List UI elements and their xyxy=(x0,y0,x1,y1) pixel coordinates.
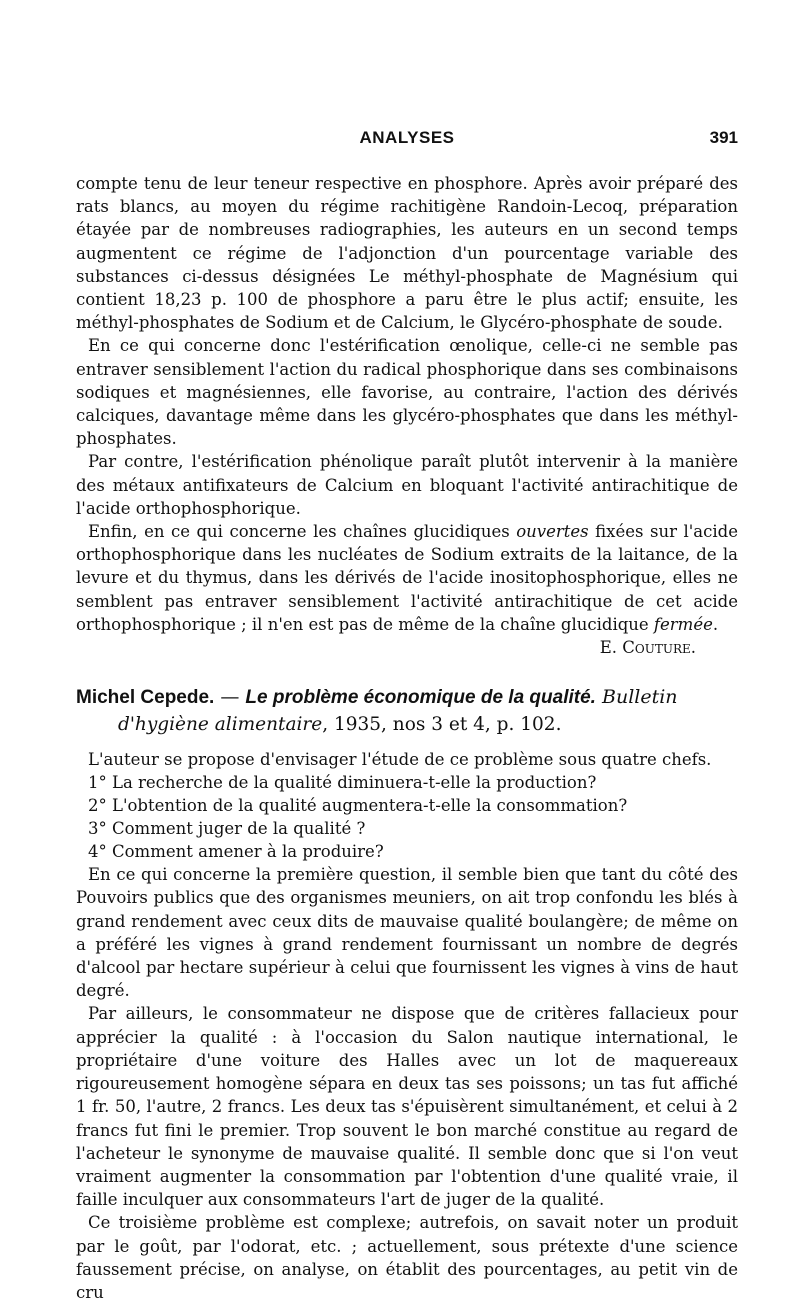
article-2 xyxy=(76,684,738,1304)
entry-heading xyxy=(76,684,738,711)
italic-run: fermée xyxy=(653,614,713,634)
source-journal: d'hygiène alimentaire xyxy=(118,714,323,736)
text-run: Enfin, en ce qui concerne les chaînes glucidiques xyxy=(88,522,517,542)
paragraph: compte tenu de leur teneur respective en phosphore. Après avoir préparé des rats blancs, au moyen du régime rachitigène Randoin-Lecoq, préparation étayée par de nombreuses radiographies, les auteurs en un second temps augmentent ce régime de l'adjonction d'un pourcentage variable des substances ci-dessus désignées Le méthyl-phosphate de Magnésium qui contient 18,23 p. 100 de phosphore a paru être le plus actif; ensuite, les méthyl-phosphates de Sodium et de Calcium, le Glycéro-phosphate de soude. xyxy=(76,174,738,333)
paragraph: En ce qui concerne la première question, il semble bien que tant du côté des Pouvoirs publics que des organismes meuniers, on ait trop confondu les blés à grand rendement avec ceux dits de mauvaise qualité boulangère; de même on a préféré les vignes à grand rendement fournissant un nombre de degrés d'alcool par hectare supérieur à celui que fournissent les vignes à vins de haut degré. xyxy=(76,865,738,1001)
article-title: Le problème économique de la qualité. xyxy=(245,687,596,709)
paragraph: L'auteur se propose d'envisager l'étude de ce problème sous quatre chefs. xyxy=(88,750,712,770)
italic-run: ouvertes xyxy=(516,522,589,542)
article-1 xyxy=(76,172,738,660)
text-run: . xyxy=(712,614,719,634)
list-item: 4° Comment amener à la produire? xyxy=(88,842,384,862)
paragraph: Par ailleurs, le consommateur ne dispose que de critères fallacieux pour apprécier la qualité : à l'occasion du Salon nautique international, le propriétaire d'une voiture des Halles avec un lot de maquereaux rigoureusement homogène sépara en deux tas ses poissons; un tas fut affiché 1 fr. 50, l'autre, 2 francs. Les deux tas s'épuisèrent simultanément, et celui à 2 francs fut fini le premier. Trop souvent le bon marché constitue au regard de l'acheteur le synonyme de mauvaise qualité. Il semble donc que si l'on veut vraiment augmenter la consommation par l'obtention d'une qualité vraie, il faille inculquer aux consommateurs l'art de juger de la qualité. xyxy=(76,1004,738,1210)
list-item: 3° Comment juger de la qualité ? xyxy=(88,819,366,839)
paragraph: Par contre, l'estérification phénolique paraît plutôt intervenir à la manière des métaux antifixateurs de Calcium en bloquant l'activité antirachitique de l'acide orthophosphorique. xyxy=(76,452,738,518)
list-item: 2° L'obtention de la qualité augmentera-t-elle la consommation? xyxy=(88,796,628,816)
text-run: fixées sur l'acide orthophosphorique dans les nucléates de Sodium extraits de la laitance, de la levure et du thymus, dans les dérivés de l'acide inositophosphorique, elles ne semblent pas entraver sensiblement l'activité antirachitique de cet acide orthophosphorique ; il n'en est pas de même de la chaîne glucidique xyxy=(76,522,738,634)
article-body xyxy=(76,748,738,1304)
source-details: , 1935, nos 3 et 4, p. 102. xyxy=(322,714,562,736)
dash: — xyxy=(214,686,246,709)
signature: E. Couture. xyxy=(599,638,696,658)
source-journal: Bulletin xyxy=(602,686,678,709)
list-item: 1° La recherche de la qualité diminuera-t-elle la production? xyxy=(88,773,597,793)
entry-source xyxy=(76,711,738,738)
running-title: ANALYSES xyxy=(359,128,455,147)
author-name: Michel Cepede. xyxy=(76,687,215,709)
page-header xyxy=(76,128,738,156)
paragraph xyxy=(76,520,738,636)
page-number: 391 xyxy=(709,128,738,147)
paragraph: En ce qui concerne donc l'estérification œnolique, celle-ci ne semble pas entraver sensiblement l'action du radical phosphorique dans ses combinaisons sodiques et magnésiennes, elle favorise, au contraire, l'action des dérivés calciques, davantage même dans les glycéro-phosphates que dans les méthyl-phosphates. xyxy=(76,336,738,449)
document-page xyxy=(76,128,738,1304)
paragraph: Ce troisième problème est complexe; autrefois, on savait noter un produit par le goût, par l'odorat, etc. ; actuellement, sous prétexte d'une science faussement précise, on analyse, on établit des pourcentages, au petit vin de cru xyxy=(76,1213,738,1302)
